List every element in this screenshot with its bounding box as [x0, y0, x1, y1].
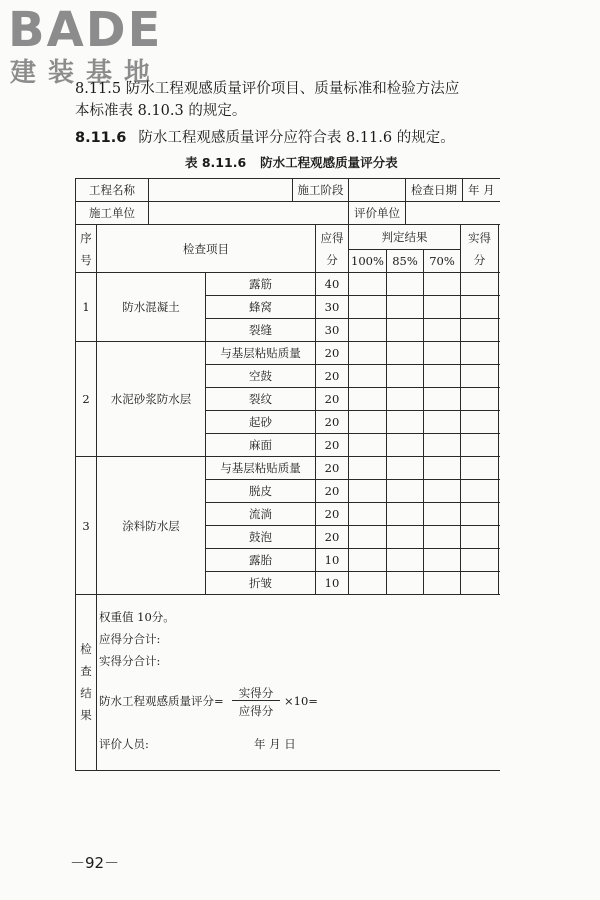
fraction-bar [232, 700, 280, 701]
evaluator-label: 评价人员: [99, 737, 149, 751]
evaluation-unit-field[interactable] [406, 202, 500, 224]
formula-numerator: 实得分 [238, 686, 274, 700]
group-seq: 3 [82, 518, 90, 533]
evaluation-unit-label: 评价单位 [354, 206, 400, 220]
result-label-char: 结 [80, 686, 92, 700]
table-row-item: 空鼓 [249, 369, 272, 383]
table-row-score: 30 [324, 323, 340, 337]
table-row-score: 20 [324, 346, 340, 360]
col-score-2: 分 [326, 253, 338, 267]
table-title: 防水工程观感质量评分表 [260, 155, 398, 170]
logo-brand: BADE [8, 2, 163, 58]
table-row-item: 露胎 [249, 553, 272, 567]
page-number: －92－ [70, 854, 120, 872]
clause-8-11-5-line2: 本标准表 8.10.3 的规定。 [75, 103, 247, 119]
project-name-label: 工程名称 [89, 183, 135, 197]
result-label-char: 检 [80, 642, 92, 656]
col-item: 检查项目 [183, 241, 229, 256]
inspection-date-value: 年 月 [468, 183, 495, 197]
col-100: 100% [351, 254, 384, 268]
should-total: 应得分合计: [99, 632, 161, 646]
table-row-item: 起砂 [249, 415, 272, 429]
col-actual-1: 实得 [468, 231, 491, 245]
evaluation-date: 年 月 日 [254, 737, 296, 751]
table-row-score: 20 [324, 369, 340, 383]
table-row-score: 20 [324, 392, 340, 406]
construction-stage-label: 施工阶段 [297, 183, 344, 197]
table-label: 表 8.11.6 [185, 155, 247, 170]
table-row-score: 20 [324, 415, 340, 429]
table-row-score: 30 [324, 300, 340, 314]
table-row-item: 蜂窝 [249, 300, 272, 314]
table-row-item: 流淌 [249, 507, 272, 521]
formula-label: 防水工程观感质量评分= [99, 694, 224, 708]
formula-denominator: 应得分 [238, 704, 274, 718]
construction-stage-field[interactable] [349, 179, 405, 201]
construction-unit-label: 施工单位 [89, 206, 135, 220]
project-name-field[interactable] [149, 179, 292, 201]
table-row-score: 20 [324, 438, 340, 452]
group-name: 防水混凝土 [122, 300, 180, 314]
actual-total: 实得分合计: [99, 654, 161, 668]
group-name: 水泥砂浆防水层 [110, 392, 192, 406]
table-row-item: 与基层粘贴质量 [220, 346, 301, 360]
col-seq-1: 序 [80, 231, 92, 245]
table-row-score: 20 [324, 507, 340, 521]
group-seq: 1 [82, 300, 90, 314]
inspection-date-label: 检查日期 [411, 183, 457, 197]
table-row-score: 20 [324, 461, 340, 475]
result-label-char: 果 [80, 708, 92, 722]
table-row-item: 露筋 [249, 277, 272, 291]
table-row-item: 裂缝 [249, 323, 272, 337]
table-row-score: 10 [324, 553, 340, 567]
clause-number: 8.11.6 [75, 130, 127, 146]
logo-subtitle: 建装基地 [10, 58, 163, 88]
table-row-item: 鼓泡 [249, 530, 272, 544]
col-85: 85% [392, 254, 418, 268]
construction-unit-field[interactable] [149, 202, 348, 224]
table-row-item: 裂纹 [249, 392, 272, 406]
col-70: 70% [429, 254, 455, 268]
col-score-1: 应得 [320, 231, 344, 245]
clause-text: 防水工程观感质量评分应符合表 8.11.6 的规定。 [138, 130, 455, 146]
table-row-score: 20 [324, 530, 340, 544]
table-row-item: 麻面 [249, 438, 272, 452]
table-row-item: 脱皮 [249, 484, 272, 498]
table-row-score: 40 [324, 277, 340, 291]
formula-multiplier: ×10= [284, 694, 318, 708]
result-label-char: 查 [80, 664, 92, 678]
col-actual-2: 分 [473, 253, 486, 267]
table-row-score: 20 [324, 484, 340, 498]
clause-8-11-5-line1: 8.11.5 防水工程观感质量评价项目、质量标准和检验方法应 [75, 81, 460, 97]
weight-text: 权重值 10分。 [99, 610, 175, 624]
col-judgment: 判定结果 [381, 230, 428, 244]
table-row-score: 10 [324, 576, 340, 590]
col-seq-2: 号 [80, 253, 92, 267]
table-row-item: 折皱 [249, 576, 272, 590]
table-row-item: 与基层粘贴质量 [220, 461, 301, 475]
clause-8-11-6 [75, 128, 455, 148]
group-seq: 2 [82, 392, 90, 406]
table-caption [185, 153, 425, 171]
group-name: 涂料防水层 [122, 518, 180, 533]
